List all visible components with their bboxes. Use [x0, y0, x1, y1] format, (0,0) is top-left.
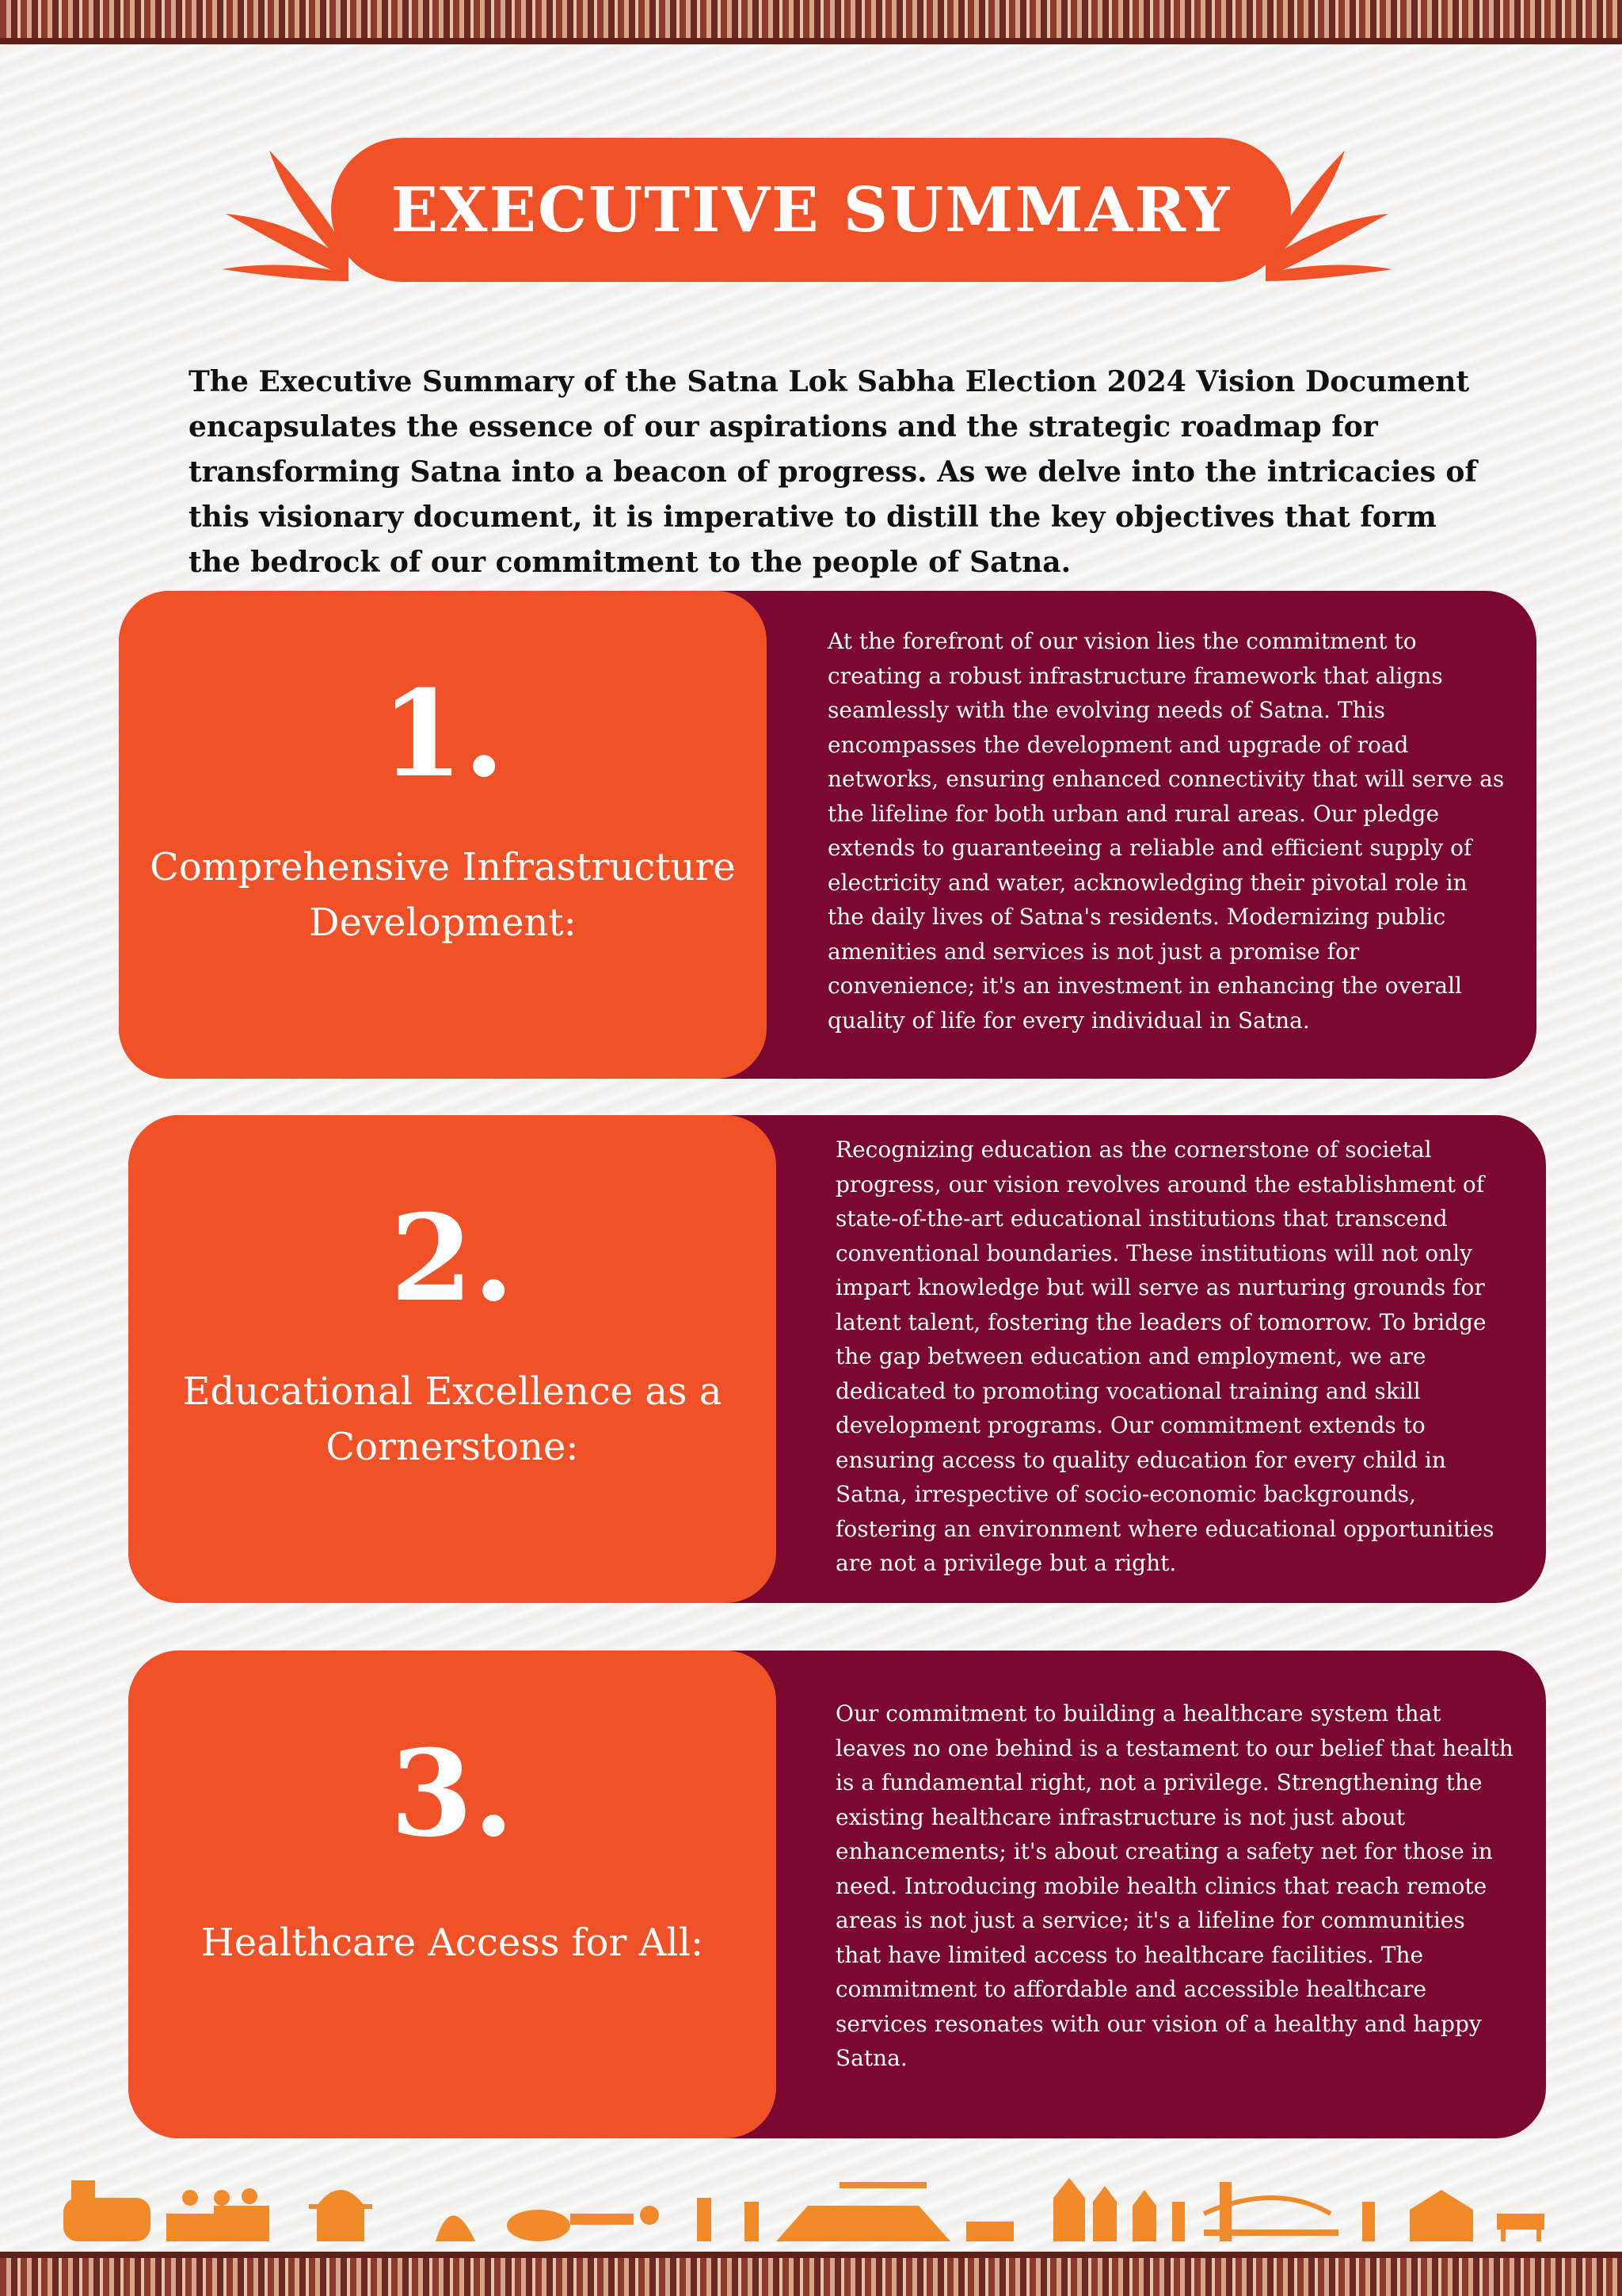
section-title-panel — [128, 1651, 776, 2138]
section-card-3 — [128, 1651, 1546, 2138]
section-body: At the forefront of our vision lies the commitment to creating a robust infrastructure framework that aligns seamlessly with the evolving needs of Satna. This encompasses the development and upgrade of road networks, ensuring enhanced connectivity that will serve as the lifeline for both urban and rural areas. Our pledge extends to guaranteeing a reliable and efficient supply of electricity and water, acknowledging their pivotal role in the daily lives of Satna's residents. Modernizing public amenities and services is not just a promise for convenience; it's an investment in enhancing the overall quality of life for every individual in Satna. — [828, 628, 1505, 1034]
footer-silhouette-illustration — [63, 2166, 1559, 2252]
bottom-border-pattern — [0, 2252, 1622, 2296]
section-heading: Comprehensive Infrastructure Development: — [150, 845, 736, 945]
section-heading: Healthcare Access for All: — [200, 1921, 704, 1965]
top-border-pattern — [0, 0, 1622, 44]
section-number: 2. — [390, 1189, 515, 1328]
section-heading: Educational Excellence as a Cornerstone: — [182, 1369, 722, 1469]
section-card-1 — [119, 591, 1536, 1079]
page-title: EXECUTIVE SUMMARY — [390, 173, 1232, 246]
section-number: 3. — [390, 1724, 515, 1864]
section-body: Our commitment to building a healthcare system that leaves no one behind is a testament to our belief that health is a fundamental right, not a privilege. Strengthening the existing healthcare infrastructure is not just about enhancements; it's about creating a safety net for those in need. Introducing mobile health clinics that reach remote areas is not just a service; it's a lifeline for communities that have limited access to healthcare facilities. The commitment to affordable and accessible healthcare services resonates with our vision of a healthy and happy Satna. — [836, 1700, 1513, 2071]
title-banner — [331, 138, 1291, 282]
intro-paragraph: The Executive Summary of the Satna Lok Sabha Election 2024 Vision Document encapsulates the essence of our aspirations and the strategic roadmap for transforming Satna into a beacon of progress. As we delve into the intricacies of this visionary document, it is imperative to distill the key objectives that form the bedrock of our commitment to the people of Satna. — [188, 365, 1477, 579]
section-number: 1. — [380, 664, 505, 804]
section-body: Recognizing education as the cornerstone of societal progress, our vision revolves around the establishment of state-of-the-art educational institutions that transcend conventional boundaries. These institutions will not only impart knowledge but will serve as nurturing grounds for latent talent, fostering the leaders of tomorrow. To bridge the gap between education and employment, we are dedicated to promoting vocational training and skill development programs. Our commitment extends to ensuring access to quality education for every child in Satna, irrespective of socio-economic backgrounds, fostering an environment where educational opportunities are not a privilege but a right. — [836, 1137, 1494, 1576]
section-title-panel — [119, 591, 767, 1079]
section-title-panel — [128, 1115, 776, 1603]
section-card-2 — [128, 1115, 1546, 1603]
